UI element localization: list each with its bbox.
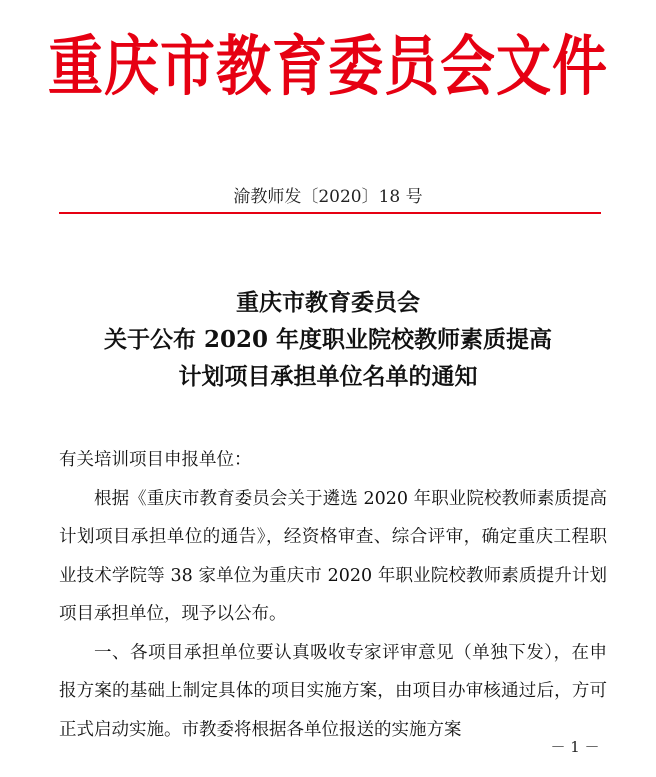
title-line-2: 关于公布 2020 年度职业院校教师素质提高 — [103, 326, 553, 353]
notice-body — [59, 441, 607, 749]
paragraph-announcement: 根据《重庆市教育委员会关于遴选 2020 年职业院校教师素质提高计划项目承担单位的通告》，经资格审查、综合评审，确定重庆工程职业技术学院等 38 家单位为重庆市 2020 年职业院校教师素质提升计划项目承担单位，现予以公布。 — [59, 488, 607, 624]
red-divider-line — [59, 212, 601, 214]
title-line-3: 计划项目承担单位名单的通知 — [178, 363, 478, 390]
salutation: 有关培训项目申报单位： — [59, 450, 252, 470]
document-masthead: 重庆市教育委员会文件 — [47, 28, 608, 104]
notice-title — [0, 284, 656, 395]
title-line-1: 重庆市教育委员会 — [236, 289, 420, 316]
paragraph-item-one: 一、各项目承担单位要认真吸收专家评审意见（单独下发），在申报方案的基础上制定具体的项目实施方案，由项目办审核通过后，方可正式启动实施。市教委将根据各单位报送的实施方案 — [59, 642, 607, 740]
page-number: － 1 － — [550, 738, 600, 756]
document-number: 渝教师发〔2020〕18 号 — [233, 187, 423, 207]
